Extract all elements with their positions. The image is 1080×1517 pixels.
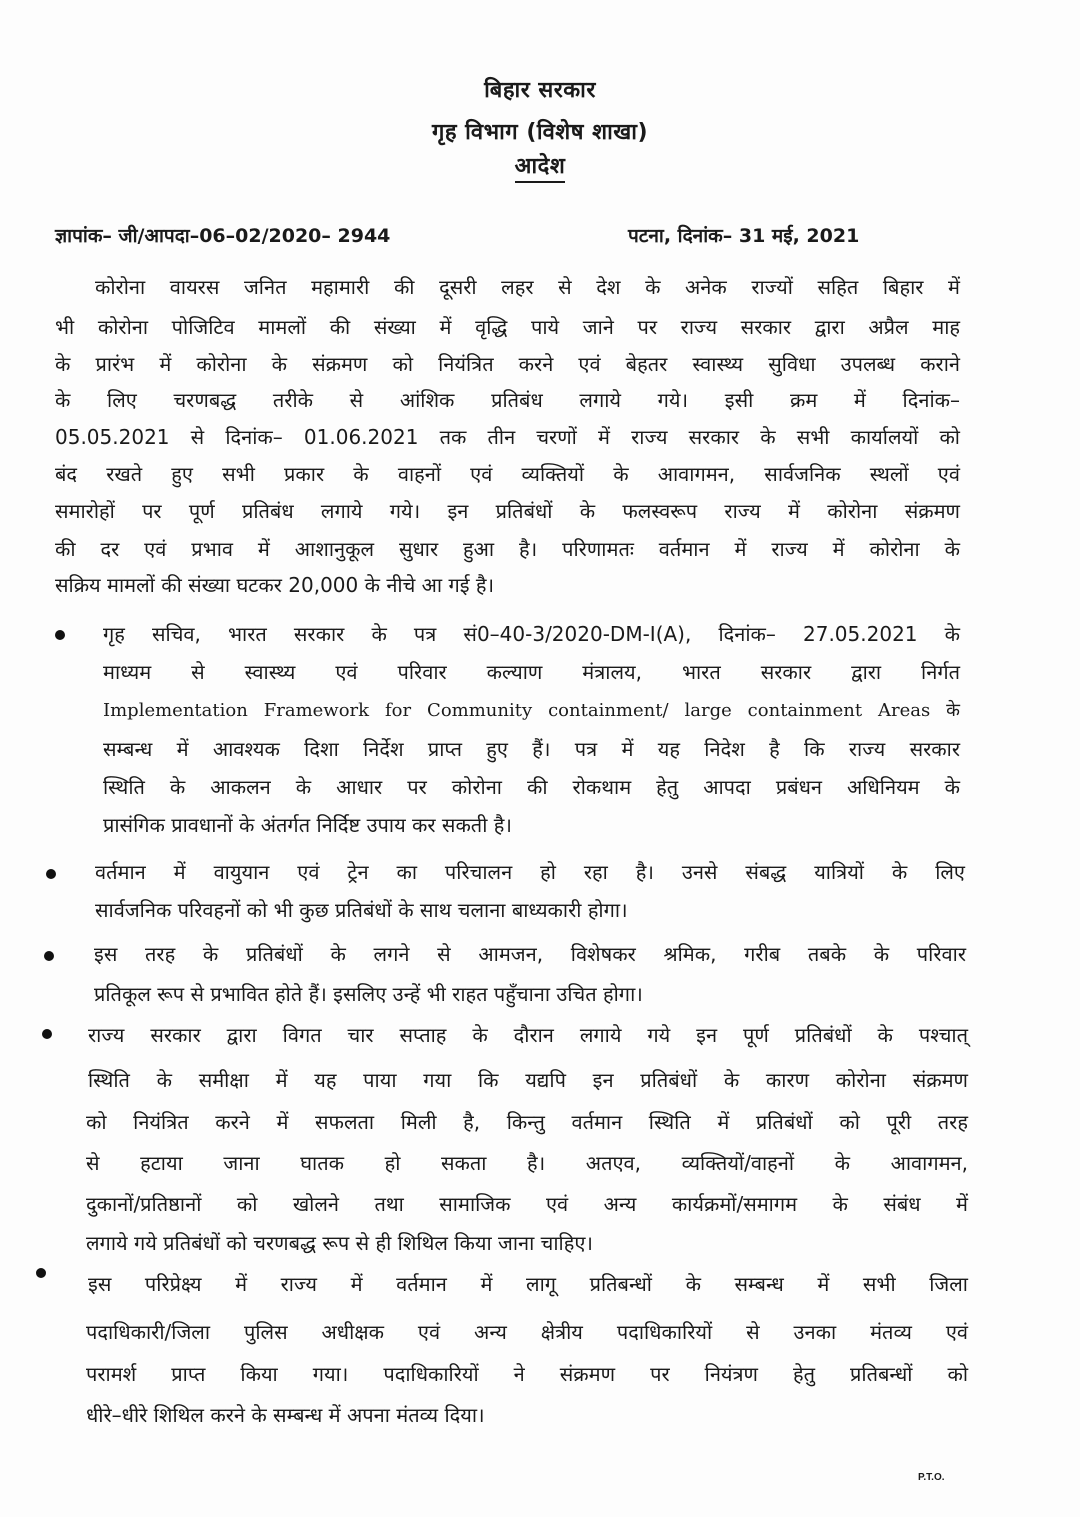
bullet-line: राज्य सरकार द्वारा विगत चार सप्ताह के दौरान लगाये गये इन पूर्ण प्रतिबंधों के पश्चात् [88,1023,968,1047]
place-date: पटना, दिनांक– 31 मई, 2021 [628,225,860,247]
intro-line: बंद रखते हुए सभी प्रकार के वाहनों एवं व्यक्तियों के आवागमन, सार्वजनिक स्थलों एवं [55,462,960,486]
bullet-line: परामर्श प्राप्त किया गया। पदाधिकारियों ने संक्रमण पर नियंत्रण हेतु प्रतिबन्धों को [86,1362,968,1386]
bullet-icon [42,1029,52,1039]
order-title [0,150,1080,180]
bullet-line: लगाये गये प्रतिबंधों को चरणबद्ध रूप से ही शिथिल किया जाना चाहिए। [86,1231,593,1255]
bullet-line: गृह सचिव, भारत सरकार के पत्र सं0–40-3/2020-DM-I(A), दिनांक– 27.05.2021 के [103,622,960,646]
intro-line: के प्रारंभ में कोरोना के संक्रमण को नियंत्रित करने एवं बेहतर स्वास्थ्य सुविधा उपलब्ध कराने [55,352,960,376]
bullet-line: दुकानों/प्रतिष्ठानों को खोलने तथा सामाजिक एवं अन्य कार्यक्रमों/समागम के संबंध में [86,1192,968,1216]
pto-label: P.T.O. [918,1472,945,1483]
intro-line: कोरोना वायरस जनित महामारी की दूसरी लहर से देश के अनेक राज्यों सहित बिहार में [95,275,960,299]
bullet-line: इस तरह के प्रतिबंधों के लगने से आमजन, विशेषकर श्रमिक, गरीब तबके के परिवार [94,942,966,966]
order-title-text: आदेश [515,154,566,183]
bullet-line: सम्बन्ध में आवश्यक दिशा निर्देश प्राप्त हुए हैं। पत्र में यह निदेश है कि राज्य सरकार [103,737,960,761]
bullet-line: माध्यम से स्वास्थ्य एवं परिवार कल्याण मंत्रालय, भारत सरकार द्वारा निर्गत [103,660,960,684]
bullet-line: इस परिप्रेक्ष्य में राज्य में वर्तमान में लागू प्रतिबन्धों के सम्बन्ध में सभी जिला [88,1272,968,1296]
bullet-line: सार्वजनिक परिवहनों को भी कुछ प्रतिबंधों के साथ चलाना बाध्यकारी होगा। [95,898,628,922]
department-heading: गृह विभाग (विशेष शाखा) [431,120,649,145]
intro-line: भी कोरोना पोजिटिव मामलों की संख्या में वृद्धि पाये जाने पर राज्य सरकार द्वारा अप्रैल माह [55,315,960,339]
bullet-line: वर्तमान में वायुयान एवं ट्रेन का परिचालन हो रहा है। उनसे संबद्ध यात्रियों के लिए [95,860,965,884]
bullet-icon [44,951,54,961]
bullet-icon [36,1268,46,1278]
intro-line: 05.05.2021 से दिनांक– 01.06.2021 तक तीन चरणों में राज्य सरकार के सभी कार्यालयों को [55,425,960,449]
bullet-line: पदाधिकारी/जिला पुलिस अधीक्षक एवं अन्य क्षेत्रीय पदाधिकारियों से उनका मंतव्य एवं [86,1320,968,1344]
bullet-icon [46,869,56,879]
bullet-line: स्थिति के समीक्षा में यह पाया गया कि यद्यपि इन प्रतिबंधों के कारण कोरोना संक्रमण [88,1068,968,1092]
bullet-line: प्रासंगिक प्रावधानों के अंतर्गत निर्दिष्ट उपाय कर सकती है। [103,813,512,837]
intro-line: समारोहों पर पूर्ण प्रतिबंध लगाये गये। इन प्रतिबंधों के फलस्वरूप राज्य में कोरोना संक्रमण [55,499,960,523]
bullet-icon [55,630,65,640]
bullet-line: स्थिति के आकलन के आधार पर कोरोना की रोकथाम हेतु आपदा प्रबंधन अधिनियम के [103,775,960,799]
government-heading: बिहार सरकार [484,78,596,103]
intro-line: सक्रिय मामलों की संख्या घटकर 20,000 के नीचे आ गई है। [55,573,495,597]
bullet-line: धीरे–धीरे शिथिल करने के सम्बन्ध में अपना मंतव्य दिया। [86,1403,485,1427]
bullet-line: से हटाया जाना घातक हो सकता है। अतएव, व्यक्तियों/वाहनों के आवागमन, [86,1151,968,1175]
bullet-line: को नियंत्रित करने में सफलता मिली है, किन्तु वर्तमान स्थिति में प्रतिबंधों को पूरी तरह [86,1110,968,1134]
memo-number: ज्ञापांक– जी/आपदा–06–02/2020– 2944 [55,225,391,247]
intro-line: के लिए चरणबद्ध तरीके से आंशिक प्रतिबंध लगाये गये। इसी क्रम में दिनांक– [55,388,960,412]
intro-line: की दर एवं प्रभाव में आशानुकूल सुधार हुआ है। परिणामतः वर्तमान में राज्य में कोरोना के [55,537,960,561]
bullet-line: प्रतिकूल रूप से प्रभावित होते हैं। इसलिए उन्हें भी राहत पहुँचाना उचित होगा। [94,982,643,1006]
bullet-line: Implementation Framework for Community containment/ large containment Areas के [103,700,960,721]
